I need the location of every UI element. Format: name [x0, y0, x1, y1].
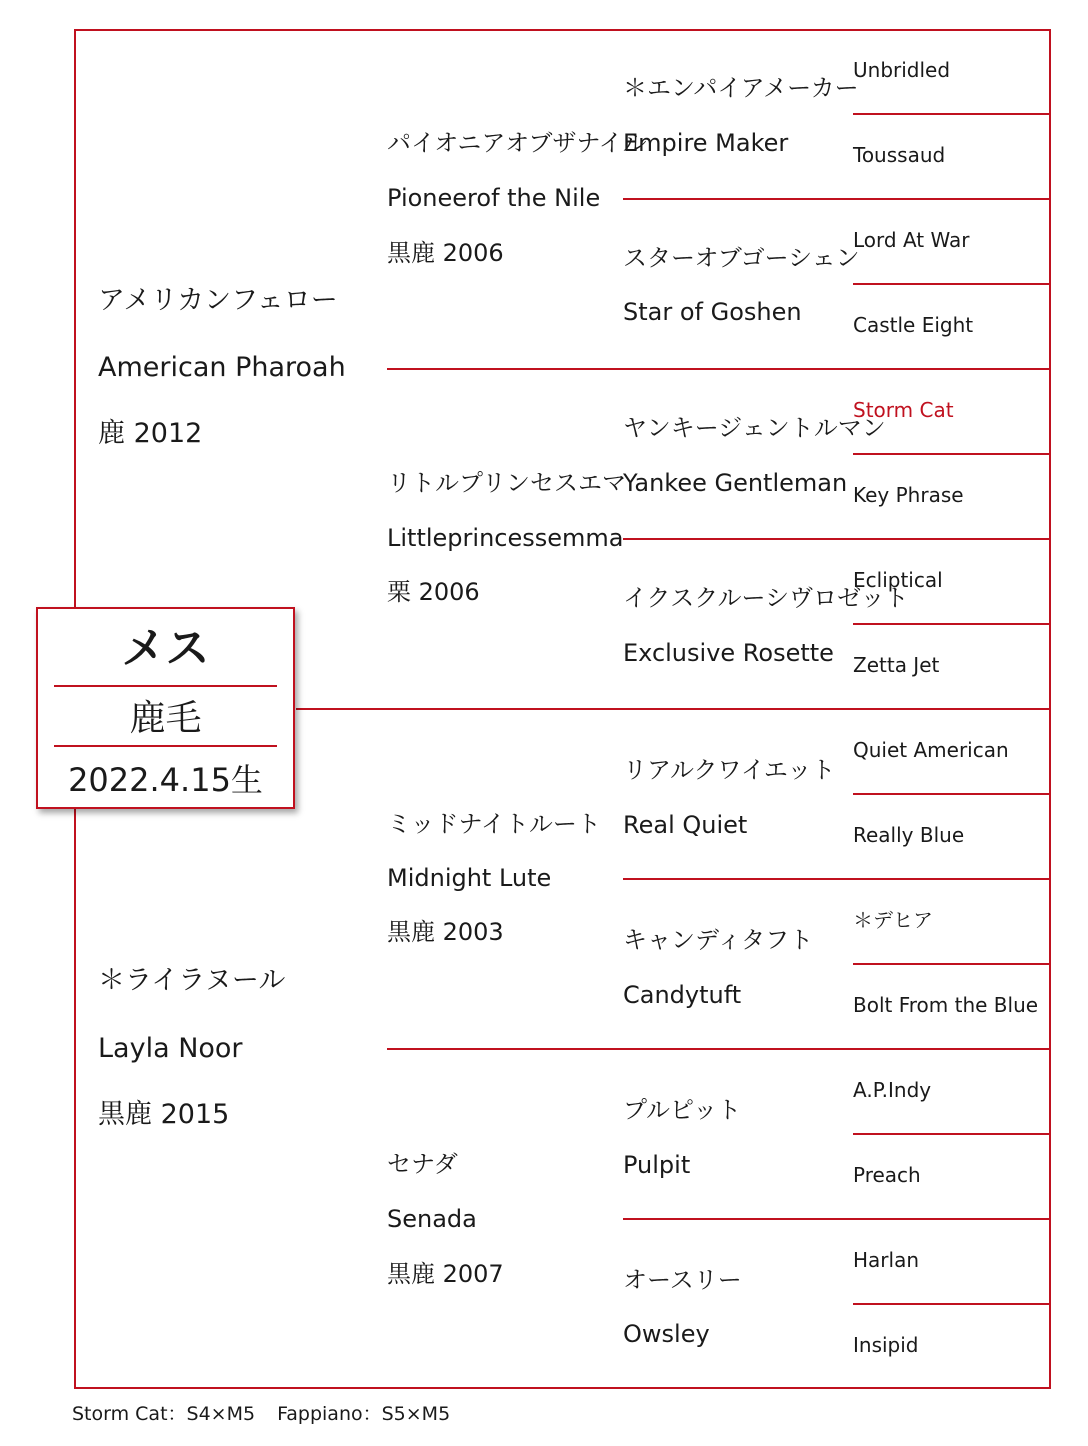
gen4-name: Really Blue — [853, 823, 965, 847]
dam-name-en: Layla Noor — [98, 1033, 243, 1064]
gen2-name-en: Pioneerof the Nile — [387, 184, 601, 212]
divider-gen4 — [853, 623, 1051, 625]
gen3-name-jp: イクスクルーシヴロゼット — [623, 584, 909, 612]
gen2-name-en: Littleprincessemma — [387, 524, 624, 552]
foal-divider — [54, 745, 277, 747]
sire-name-jp: アメリカンフェロー — [98, 285, 338, 316]
foal-sex: メス — [121, 623, 210, 674]
gen2-name-jp: リトルプリンセスエマ — [387, 469, 627, 497]
gen3-name-en: Yankee Gentleman — [623, 469, 848, 497]
divider-gen3 — [623, 1218, 1051, 1220]
gen3-name-jp: プルピット — [623, 1096, 742, 1124]
gen4-name: Unbridled — [853, 58, 951, 82]
gen4-name-highlighted: Storm Cat — [853, 398, 954, 422]
gen2-name-jp: パイオニアオブザナイル — [387, 129, 647, 157]
gen2-name-jp: セナダ — [387, 1150, 458, 1178]
gen4-name: Ecliptical — [853, 568, 943, 592]
divider-gen4 — [853, 1303, 1051, 1305]
foal-birth-date: 2022.4.15生 — [68, 761, 263, 799]
foal-divider — [54, 685, 277, 687]
gen4-name: ＊デヒア — [853, 908, 933, 932]
divider-gen4 — [853, 453, 1051, 455]
divider-gen4 — [853, 283, 1051, 285]
gen3-name-jp: スターオブゴーシェン — [623, 244, 860, 272]
divider-gen1 — [296, 708, 1051, 710]
divider-gen3 — [623, 878, 1051, 880]
foal-card — [36, 607, 295, 809]
gen4-name: Toussaud — [853, 143, 946, 167]
gen2-name-en: Senada — [387, 1205, 477, 1233]
gen3-name-en: Owsley — [623, 1320, 710, 1348]
gen3-name-jp: ＊エンパイアメーカー — [623, 74, 859, 102]
gen4-name: Lord At War — [853, 228, 970, 252]
divider-gen4 — [853, 963, 1051, 965]
foal-coat-color: 鹿毛 — [129, 698, 202, 739]
gen2-info: 黒鹿 2007 — [387, 1260, 504, 1288]
divider-gen4 — [853, 793, 1051, 795]
divider-gen3 — [623, 538, 1051, 540]
gen3-name-jp: キャンディタフト — [623, 926, 814, 954]
divider-gen2-dam — [387, 1048, 1051, 1050]
sire-info: 鹿 2012 — [98, 418, 203, 449]
gen2-info: 黒鹿 2003 — [387, 918, 504, 946]
gen2-info: 黒鹿 2006 — [387, 239, 504, 267]
gen3-name-jp: リアルクワイエット — [623, 756, 836, 784]
divider-gen3 — [623, 198, 1051, 200]
gen3-name-en: Pulpit — [623, 1151, 691, 1179]
gen4-name: A.P.Indy — [853, 1078, 932, 1102]
gen4-name: Quiet American — [853, 738, 1009, 762]
divider-gen2-sire — [387, 368, 1051, 370]
divider-gen4 — [853, 113, 1051, 115]
gen2-name-jp: ミッドナイトルート — [387, 810, 601, 838]
gen3-name-en: Real Quiet — [623, 811, 748, 839]
gen4-name: Insipid — [853, 1333, 919, 1357]
gen3-name-en: Exclusive Rosette — [623, 639, 834, 667]
dam-info: 黒鹿 2015 — [98, 1099, 230, 1130]
gen2-info: 栗 2006 — [387, 578, 480, 606]
divider-gen4 — [853, 1133, 1051, 1135]
gen4-name: Castle Eight — [853, 313, 974, 337]
gen4-name: Harlan — [853, 1248, 920, 1272]
gen4-name: Preach — [853, 1163, 921, 1187]
gen4-name: Zetta Jet — [853, 653, 940, 677]
gen4-name: Bolt From the Blue — [853, 993, 1039, 1017]
gen4-name: Key Phrase — [853, 483, 964, 507]
sire-name-en: American Pharoah — [98, 352, 346, 383]
inbreeding-item: Storm Cat：S4×M5 — [72, 1403, 256, 1425]
gen3-name-jp: オースリー — [623, 1266, 742, 1294]
gen3-name-jp: ヤンキージェントルマン — [623, 414, 886, 442]
inbreeding-note — [72, 1405, 472, 1424]
gen3-name-en: Star of Goshen — [623, 298, 802, 326]
gen3-name-en: Empire Maker — [623, 129, 789, 157]
inbreeding-item: Fappiano：S5×M5 — [277, 1403, 451, 1425]
gen2-name-en: Midnight Lute — [387, 864, 552, 892]
gen3-name-en: Candytuft — [623, 981, 742, 1009]
dam-name-jp: ＊ライラヌール — [98, 965, 286, 996]
